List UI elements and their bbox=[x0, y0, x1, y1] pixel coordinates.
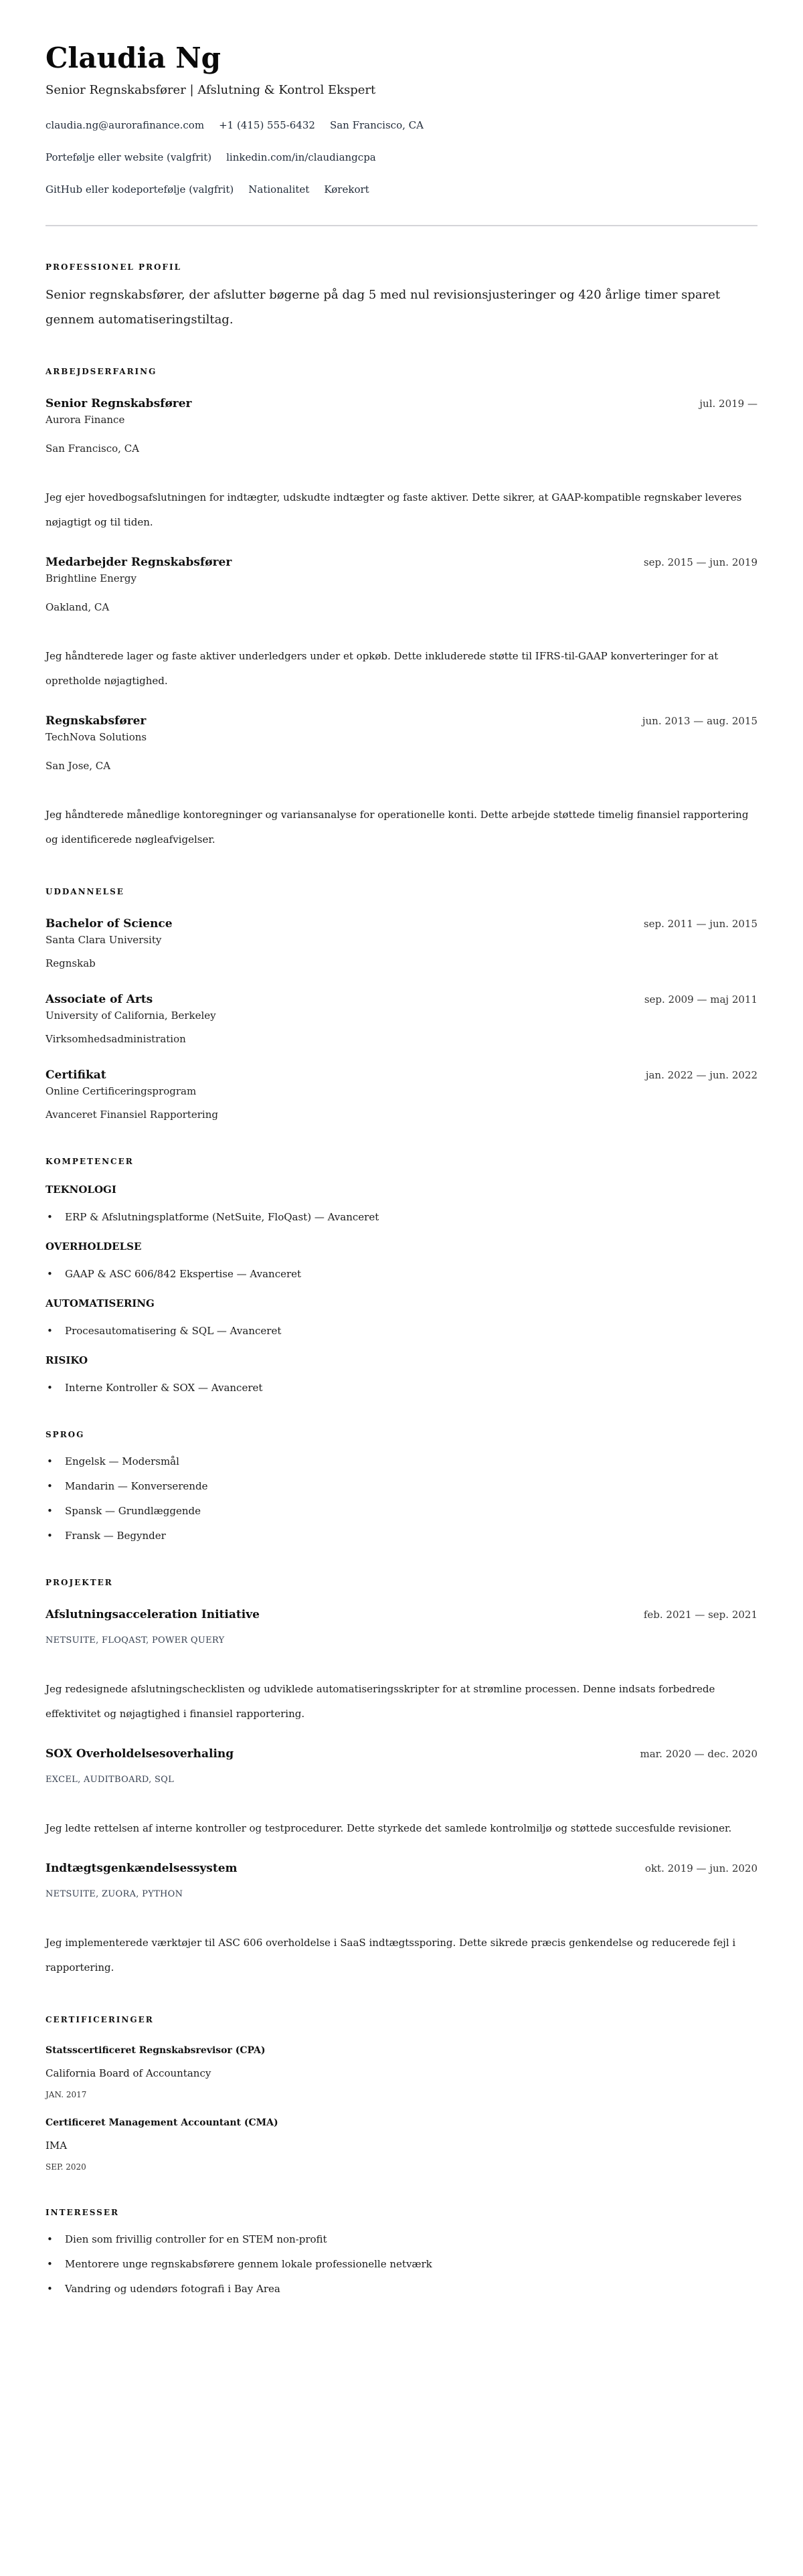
contact-drivers-license: Kørekort bbox=[324, 183, 369, 195]
certification-date: JAN. 2017 bbox=[46, 2090, 87, 2099]
project-title: Afslutningsacceleration Initiative bbox=[46, 1608, 260, 1621]
section-title-skills: KOMPETENCER bbox=[46, 1157, 134, 1166]
education-date: sep. 2011 — jun. 2015 bbox=[643, 918, 757, 930]
certification-date: SEP. 2020 bbox=[46, 2162, 86, 2172]
job-location: San Francisco, CA bbox=[46, 442, 140, 455]
experience-section bbox=[46, 366, 757, 852]
skill-group bbox=[46, 1353, 757, 1395]
skill-item: • GAAP & ASC 606/842 Ekspertise — Avanceret bbox=[46, 1267, 757, 1281]
project-date: okt. 2019 — jun. 2020 bbox=[644, 1862, 757, 1874]
section-title-experience: ARBEJDSERFARING bbox=[46, 367, 157, 376]
job-date: sep. 2015 — jun. 2019 bbox=[643, 556, 757, 568]
candidate-name: Claudia Ng bbox=[46, 42, 221, 74]
interest-list bbox=[46, 2232, 757, 2296]
language-item: • Mandarin — Konverserende bbox=[46, 1479, 757, 1494]
skill-item: • Interne Kontroller & SOX — Avanceret bbox=[46, 1380, 757, 1395]
project-description: Jeg ledte rettelsen af interne kontroller og testprocedurer. Dette styrkede det samlede kontrolmiljø og støttede succesfulde revisioner. bbox=[46, 1822, 732, 1834]
certification-issuer: California Board of Accountancy bbox=[46, 2067, 211, 2079]
interest-item: • Vandring og udendørs fotografi i Bay Area bbox=[46, 2281, 757, 2296]
contact-row bbox=[46, 150, 757, 165]
resume-header bbox=[46, 39, 757, 197]
job-title: Medarbejder Regnskabsfører bbox=[46, 556, 232, 569]
contact-portfolio[interactable]: Portefølje eller website (valgfrit) bbox=[46, 151, 212, 163]
skill-category: AUTOMATISERING bbox=[46, 1297, 155, 1309]
certification-name: Statsscertificeret Regnskabsrevisor (CPA) bbox=[46, 2045, 266, 2056]
language-item: • Engelsk — Modersmål bbox=[46, 1454, 757, 1469]
skill-category: RISIKO bbox=[46, 1354, 88, 1366]
job-company: TechNova Solutions bbox=[46, 731, 147, 743]
degree-title: Associate of Arts bbox=[46, 993, 153, 1006]
field-of-study: Avanceret Finansiel Rapportering bbox=[46, 1109, 218, 1121]
languages-section bbox=[46, 1429, 757, 1543]
project-tech-stack: EXCEL, AUDITBOARD, SQL bbox=[46, 1775, 175, 1785]
contact-linkedin[interactable]: linkedin.com/in/claudiangcpa bbox=[226, 151, 376, 163]
school-name: Santa Clara University bbox=[46, 934, 162, 946]
education-entry bbox=[46, 991, 757, 1046]
education-date: sep. 2009 — maj 2011 bbox=[644, 993, 757, 1005]
field-of-study: Virksomhedsadministration bbox=[46, 1033, 186, 1045]
project-entry bbox=[46, 1606, 757, 1726]
skills-section bbox=[46, 1155, 757, 1395]
certification-entry bbox=[46, 2043, 757, 2101]
education-section bbox=[46, 886, 757, 1122]
job-company: Aurora Finance bbox=[46, 414, 125, 426]
job-date: jun. 2013 — aug. 2015 bbox=[642, 715, 757, 727]
contact-location: San Francisco, CA bbox=[329, 119, 424, 131]
project-tech-stack: NETSUITE, FLOQAST, POWER QUERY bbox=[46, 1635, 225, 1645]
section-title-languages: SPROG bbox=[46, 1430, 85, 1439]
education-entry bbox=[46, 915, 757, 971]
job-location: San Jose, CA bbox=[46, 760, 111, 772]
contact-row bbox=[46, 118, 757, 133]
project-title: SOX Overholdelsesoverhaling bbox=[46, 1747, 234, 1761]
project-date: feb. 2021 — sep. 2021 bbox=[643, 1609, 757, 1621]
job-title: Senior Regnskabsfører bbox=[46, 397, 192, 410]
skill-item: • Procesautomatisering & SQL — Avanceret bbox=[46, 1323, 757, 1338]
section-title-education: UDDANNELSE bbox=[46, 887, 124, 896]
profile-section bbox=[46, 261, 757, 332]
project-description: Jeg redesignede afslutningschecklisten og udviklede automatiseringsskripter for at strømline processen. Denne indsats forbedrede effektivitet og nøjagtighed i finansiel rapportering. bbox=[46, 1683, 715, 1720]
certification-entry bbox=[46, 2115, 757, 2173]
projects-section bbox=[46, 1577, 757, 1980]
language-item: • Fransk — Begynder bbox=[46, 1528, 757, 1543]
header-divider bbox=[46, 225, 757, 226]
candidate-headline: Senior Regnskabsfører | Afslutning & Kontrol Ekspert bbox=[46, 83, 376, 97]
contact-email[interactable]: claudia.ng@aurorafinance.com bbox=[46, 119, 205, 131]
job-description: Jeg håndterede lager og faste aktiver underledgers under et opkøb. Dette inkluderede støtte til IFRS-til-GAAP konverteringer for at opretholde nøjagtighed. bbox=[46, 650, 719, 687]
language-item: • Spansk — Grundlæggende bbox=[46, 1504, 757, 1518]
interests-section bbox=[46, 2206, 757, 2296]
job-entry bbox=[46, 554, 757, 694]
school-name: Online Certificeringsprogram bbox=[46, 1085, 197, 1097]
job-date: jul. 2019 — bbox=[699, 398, 757, 410]
contact-row bbox=[46, 182, 757, 197]
interest-item: • Dien som frivillig controller for en STEM non-profit bbox=[46, 2232, 757, 2247]
section-title-interests: INTERESSER bbox=[46, 2208, 119, 2217]
project-date: mar. 2020 — dec. 2020 bbox=[640, 1748, 757, 1760]
skill-category: OVERHOLDELSE bbox=[46, 1240, 142, 1253]
field-of-study: Regnskab bbox=[46, 957, 96, 969]
education-date: jan. 2022 — jun. 2022 bbox=[645, 1069, 757, 1081]
education-entry bbox=[46, 1066, 757, 1122]
contact-github[interactable]: GitHub eller kodeportefølje (valgfrit) bbox=[46, 183, 234, 195]
skill-category: TEKNOLOGI bbox=[46, 1184, 116, 1196]
job-description: Jeg håndterede månedlige kontoregninger og variansanalyse for operationelle konti. Dette arbejde støttede timelig finansiel rapportering og identificerede nøgleafvigelser. bbox=[46, 809, 749, 846]
project-entry bbox=[46, 1745, 757, 1841]
language-list bbox=[46, 1454, 757, 1543]
skill-group bbox=[46, 1182, 757, 1224]
contact-nationality: Nationalitet bbox=[248, 183, 310, 195]
skill-group bbox=[46, 1296, 757, 1338]
section-title-projects: PROJEKTER bbox=[46, 1578, 113, 1587]
project-description: Jeg implementerede værktøjer til ASC 606 overholdelse i SaaS indtægtssporing. Dette sikrede præcis genkendelse og reducerede fejl i rapportering. bbox=[46, 1937, 736, 1974]
job-location: Oakland, CA bbox=[46, 601, 110, 613]
contact-phone[interactable]: +1 (415) 555-6432 bbox=[219, 119, 315, 131]
job-entry bbox=[46, 712, 757, 852]
skill-item: • ERP & Afslutningsplatforme (NetSuite, FloQast) — Avanceret bbox=[46, 1210, 757, 1224]
project-tech-stack: NETSUITE, ZUORA, PYTHON bbox=[46, 1889, 183, 1899]
school-name: University of California, Berkeley bbox=[46, 1010, 216, 1022]
project-title: Indtægtsgenkændelsessystem bbox=[46, 1862, 238, 1875]
section-title-certifications: CERTIFICERINGER bbox=[46, 2015, 154, 2024]
skill-group bbox=[46, 1239, 757, 1281]
profile-summary: Senior regnskabsfører, der afslutter bøgerne på dag 5 med nul revisionsjusteringer og 420 årlige timer sparet gennem automatiseringstiltag. bbox=[46, 288, 721, 327]
certification-issuer: IMA bbox=[46, 2140, 68, 2152]
certification-name: Certificeret Management Accountant (CMA) bbox=[46, 2117, 278, 2128]
job-entry bbox=[46, 395, 757, 535]
section-title-profile: PROFESSIONEL PROFIL bbox=[46, 262, 181, 272]
job-description: Jeg ejer hovedbogsafslutningen for indtægter, udskudte indtægter og faste aktiver. Dette sikrer, at GAAP-kompatible regnskaber leveres nøjagtigt og til tiden. bbox=[46, 491, 742, 528]
job-company: Brightline Energy bbox=[46, 572, 137, 584]
interest-item: • Mentorere unge regnskabsførere gennem lokale professionelle netværk bbox=[46, 2257, 757, 2271]
degree-title: Certifikat bbox=[46, 1068, 106, 1082]
certifications-section bbox=[46, 2014, 757, 2173]
project-entry bbox=[46, 1860, 757, 1980]
degree-title: Bachelor of Science bbox=[46, 917, 173, 931]
job-title: Regnskabsfører bbox=[46, 714, 147, 728]
